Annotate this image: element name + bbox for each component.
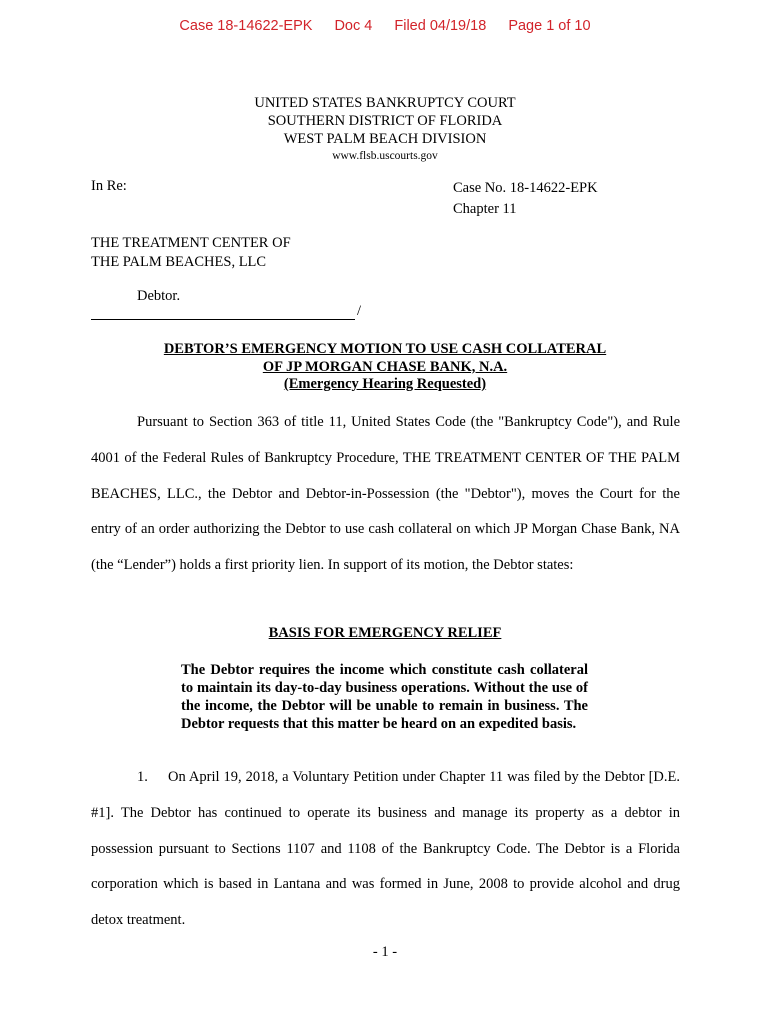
debtor-name — [91, 234, 291, 272]
case-number: Case No. 18-14622-EPK — [453, 180, 598, 196]
debtor-name-line2: THE PALM BEACHES, LLC — [91, 254, 267, 270]
debtor-label: Debtor. — [137, 288, 181, 304]
caption-slash: / — [356, 303, 361, 319]
motion-title-line1: DEBTOR’S EMERGENCY MOTION TO USE CASH COLLATERAL — [163, 341, 607, 357]
debtor-name-line1: THE TREATMENT CENTER OF — [91, 235, 291, 251]
stamp-case-number: Case 18-14622-EPK — [179, 18, 313, 34]
numbered-paragraph-1 — [91, 760, 680, 939]
stamp-page-count: Page 1 of 10 — [508, 18, 591, 34]
motion-title-line3: (Emergency Hearing Requested) — [283, 376, 487, 392]
paragraph-text: On April 19, 2018, a Voluntary Petition under Chapter 11 was filed by the Debtor [D.E. #1]. The Debtor has continued to operate its business and manage its property as a debtor in possession pursuant to Sections 1107 and 1108 of the Bankruptcy Code. The Debtor is a Florida corporation which is based in Lantana and was formed in June, 2008 to provide alcohol and drug detox treatment. — [91, 769, 680, 929]
page-number: - 1 - — [372, 944, 398, 960]
stamp-filed-date: Filed 04/19/18 — [394, 18, 487, 34]
court-website: www.flsb.uscourts.gov — [332, 150, 438, 162]
caption-rule — [91, 303, 361, 320]
motion-title — [0, 341, 770, 394]
court-district: SOUTHERN DISTRICT OF FLORIDA — [267, 113, 503, 129]
ecf-header-stamp — [0, 18, 770, 34]
court-division: WEST PALM BEACH DIVISION — [283, 131, 487, 147]
chapter: Chapter 11 — [453, 201, 517, 217]
intro-paragraph: Pursuant to Section 363 of title 11, United States Code (the "Bankruptcy Code"), and Rule 4001 of the Federal Rules of Bankruptcy Procedure, THE TREATMENT CENTER OF THE PALM BEACHES, LLC., the Debtor and Debtor-in-Possession (the "Debtor"), moves the Court for the entry of an order authorizing the Debtor to use cash collateral on which JP Morgan Chase Bank, NA (the “Lender”) holds a first priority lien. In support of its motion, the Debtor states: — [91, 414, 680, 574]
court-name: UNITED STATES BANKRUPTCY COURT — [254, 95, 516, 111]
in-re-label: In Re: — [91, 178, 127, 194]
paragraph-number: 1. — [137, 769, 148, 785]
court-heading — [0, 94, 770, 165]
basis-text: The Debtor requires the income which constitute cash collateral to maintain its day-to-day business operations. Without the use of the income, the Debtor will be unable to remain in business. The Debtor requests that this matter be heard on an expedited basis. — [181, 662, 588, 732]
case-info — [453, 178, 598, 220]
basis-heading: BASIS FOR EMERGENCY RELIEF — [268, 625, 502, 641]
stamp-doc-number: Doc 4 — [334, 18, 373, 34]
motion-title-line2: OF JP MORGAN CHASE BANK, N.A. — [262, 358, 508, 375]
